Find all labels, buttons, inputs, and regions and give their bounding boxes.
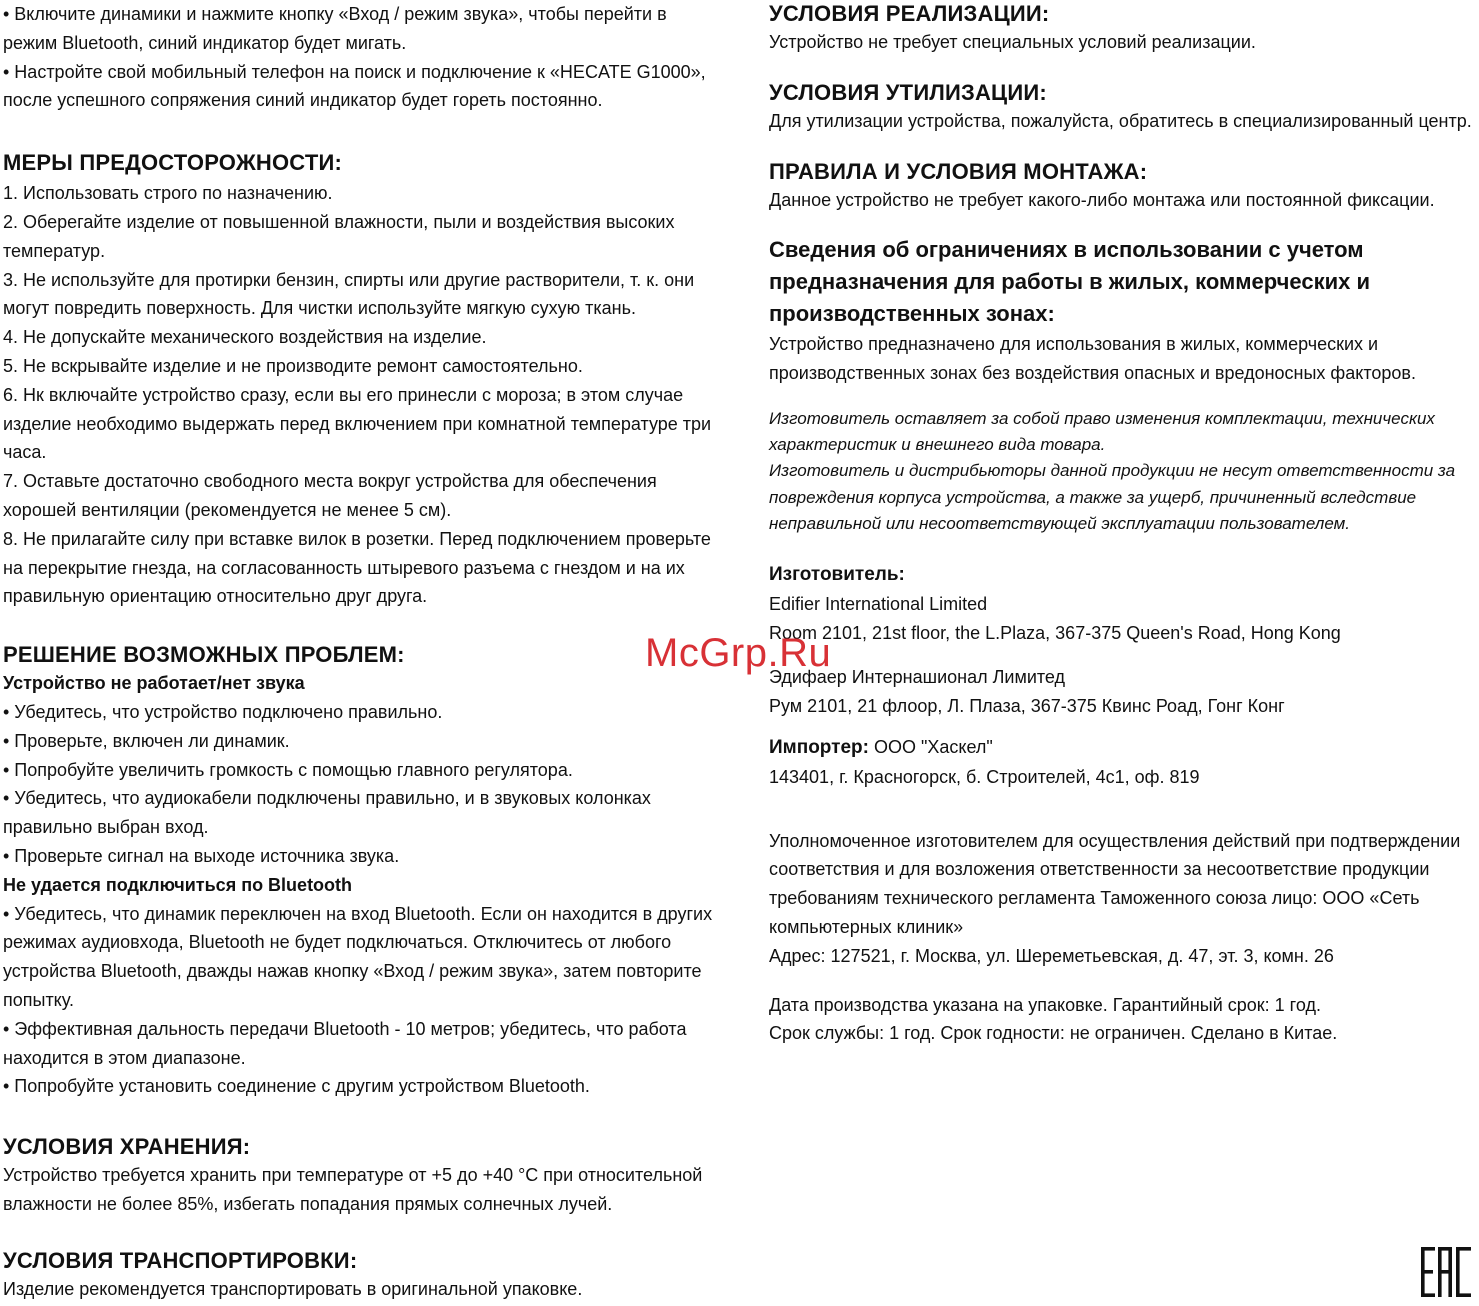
importer-address: 143401, г. Красногорск, б. Строителей, 4с1, оф. 819 <box>769 766 1200 787</box>
production-line: Дата производства указана на упаковке. Гарантийный срок: 1 год. <box>769 994 1321 1015</box>
precaution-item: 4. Не допускайте механического воздействия на изделие. <box>3 327 487 348</box>
restrictions-section <box>769 234 1475 388</box>
sale-section <box>769 0 1475 57</box>
manufacturer-label: Изготовитель: <box>769 564 905 585</box>
disposal-heading: УСЛОВИЯ УТИЛИЗАЦИИ: <box>769 79 1047 105</box>
manufacturer-address-ru: Рум 2101, 21 флоор, Л. Плаза, 367-375 Квинс Роад, Гонг Конг <box>769 696 1285 717</box>
intro-paragraph: • Настройте свой мобильный телефон на поиск и подключение к «HECATE G1000», после успешного сопряжения синий индикатор будет гореть постоянно. <box>3 61 706 111</box>
disclaimer-block <box>769 406 1475 537</box>
mounting-heading: ПРАВИЛА И УСЛОВИЯ МОНТАЖА: <box>769 158 1148 184</box>
troubleshooting-item: • Попробуйте увеличить громкость с помощью главного регулятора. <box>3 759 573 780</box>
right-column <box>769 0 1475 1048</box>
precaution-item: 2. Оберегайте изделие от повышенной влажности, пыли и воздействия высоких температур. <box>3 211 675 261</box>
sale-text: Устройство не требует специальных условий реализации. <box>769 32 1256 52</box>
storage-text: Устройство требуется хранить при температуре от +5 до +40 °С при относительной влажности не более 85%, избегать попадания прямых солнечных лучей. <box>3 1165 703 1214</box>
storage-section <box>3 1133 715 1219</box>
production-section <box>769 991 1475 1049</box>
disposal-section <box>769 79 1475 136</box>
precautions-section <box>3 149 715 611</box>
importer-label: Импортер: <box>769 736 869 758</box>
troubleshooting-section <box>3 641 715 1101</box>
precaution-item: 8. Не прилагайте силу при вставке вилок в розетки. Перед подключением проверьте на перекрытие гнезда, на согласованность штыревого разъема с гнездом и на их правильную ориентацию относительно друг друга. <box>3 528 711 607</box>
troubleshooting-item: • Проверьте сигнал на выходе источника звука. <box>3 845 400 866</box>
precaution-item: 7. Оставьте достаточно свободного места вокруг устройства для обеспечения хорошей вентиляции (рекомендуется не менее 5 см). <box>3 471 657 520</box>
transport-text: Изделие рекомендуется транспортировать в оригинальной упаковке. <box>3 1278 583 1299</box>
no-sound-subheading: Устройство не работает/нет звука <box>3 673 305 694</box>
restrictions-heading: Сведения об ограничениях в использовании с учетом предназначения для работы в жилых, коммерческих и производственных зонах: <box>769 237 1371 327</box>
manufacturer-name: Edifier International Limited <box>769 593 988 614</box>
mounting-section <box>769 158 1475 215</box>
storage-heading: УСЛОВИЯ ХРАНЕНИЯ: <box>3 1134 251 1160</box>
troubleshooting-item: • Эффективная дальность передачи Bluetooth - 10 метров; убедитесь, что работа находится в этом диапазоне. <box>3 1018 687 1068</box>
troubleshooting-item: • Убедитесь, что устройство подключено правильно. <box>3 701 443 722</box>
transport-section <box>3 1247 715 1304</box>
troubleshooting-item: • Проверьте, включен ли динамик. <box>3 730 290 751</box>
restrictions-text: Устройство предназначено для использования в жилых, коммерческих и производственных зонах без воздействия опасных и вредоносных факторов. <box>769 334 1416 384</box>
manufacturer-name-ru: Эдифаер Интернашионал Лимитед <box>769 667 1066 688</box>
importer-name: ООО "Хаскел" <box>873 736 993 757</box>
eac-mark-icon <box>1421 1247 1471 1297</box>
precaution-item: 6. Нк включайте устройство сразу, если вы его принесли с мороза; в этом случае изделие необходимо выдержать перед включением при комнатной температуре три часа. <box>3 384 712 463</box>
troubleshooting-item: • Попробуйте установить соединение с другим устройством Bluetooth. <box>3 1076 590 1097</box>
precaution-item: 3. Не используйте для протирки бензин, спирты или другие растворители, т. к. они могут повредить поверхность. Для чистки используйте мягкую сухую ткань. <box>3 269 695 319</box>
sale-heading: УСЛОВИЯ РЕАЛИЗАЦИИ: <box>769 1 1050 26</box>
precaution-item: 5. Не вскрывайте изделие и не производите ремонт самостоятельно. <box>3 355 583 376</box>
authorized-text: Уполномоченное изготовителем для осуществления действий при подтверждении соответствия и для возложения ответственности за несоответствие продукции требованиям технического регламента Таможенного союза лицо: ООО «Сеть компьютерных клиник» <box>769 830 1461 937</box>
bluetooth-subheading: Не удается подключиться по Bluetooth <box>3 874 353 895</box>
precaution-item: 1. Использовать строго по назначению. <box>3 183 333 204</box>
manufacturer-section <box>769 561 1475 721</box>
authorized-section <box>769 827 1475 971</box>
importer-section <box>769 733 1475 792</box>
disclaimer-text: Изготовитель и дистрибьюторы данной продукции не несут ответственности за повреждения корпуса устройства, а также за ущерб, причиненный вследствие неправильной или несоответствующей эксплуатации пользователем. <box>769 461 1456 533</box>
production-line: Срок службы: 1 год. Срок годности: не ограничен. Сделано в Китае. <box>769 1023 1338 1044</box>
transport-heading: УСЛОВИЯ ТРАНСПОРТИРОВКИ: <box>3 1247 358 1273</box>
manufacturer-address: Room 2101, 21st floor, the L.Plaza, 367-375 Queen's Road, Hong Kong <box>769 622 1341 643</box>
troubleshooting-heading: РЕШЕНИЕ ВОЗМОЖНЫХ ПРОБЛЕМ: <box>3 642 405 668</box>
authorized-address: Адрес: 127521, г. Москва, ул. Шереметьевская, д. 47, эт. 3, комн. 26 <box>769 945 1334 966</box>
troubleshooting-item: • Убедитесь, что динамик переключен на вход Bluetooth. Если он находится в других режимах аудиовхода, Bluetooth не будет подключаться. Отключитесь от любого устройства Bluetooth, дважды нажав кнопку «Вход / режим звука», затем повторите попытку. <box>3 903 713 1010</box>
intro-paragraph: • Включите динамики и нажмите кнопку «Вход / режим звука», чтобы перейти в режим Bluetooth, синий индикатор будет мигать. <box>3 4 667 53</box>
intro-section <box>3 0 715 115</box>
precautions-heading: МЕРЫ ПРЕДОСТОРОЖНОСТИ: <box>3 150 343 176</box>
troubleshooting-item: • Убедитесь, что аудиокабели подключены правильно, и в звуковых колонках правильно выбран вход. <box>3 788 651 838</box>
disclaimer-text: Изготовитель оставляет за собой право изменения комплектации, технических характеристик и внешнего вида товара. <box>769 408 1435 455</box>
disposal-text: Для утилизации устройства, пожалуйста, обратитесь в специализированный центр. <box>769 110 1472 131</box>
left-column <box>3 0 715 1303</box>
mounting-text: Данное устройство не требует какого-либо монтажа или постоянной фиксации. <box>769 189 1435 210</box>
watermark: McGrp.Ru <box>645 631 832 675</box>
